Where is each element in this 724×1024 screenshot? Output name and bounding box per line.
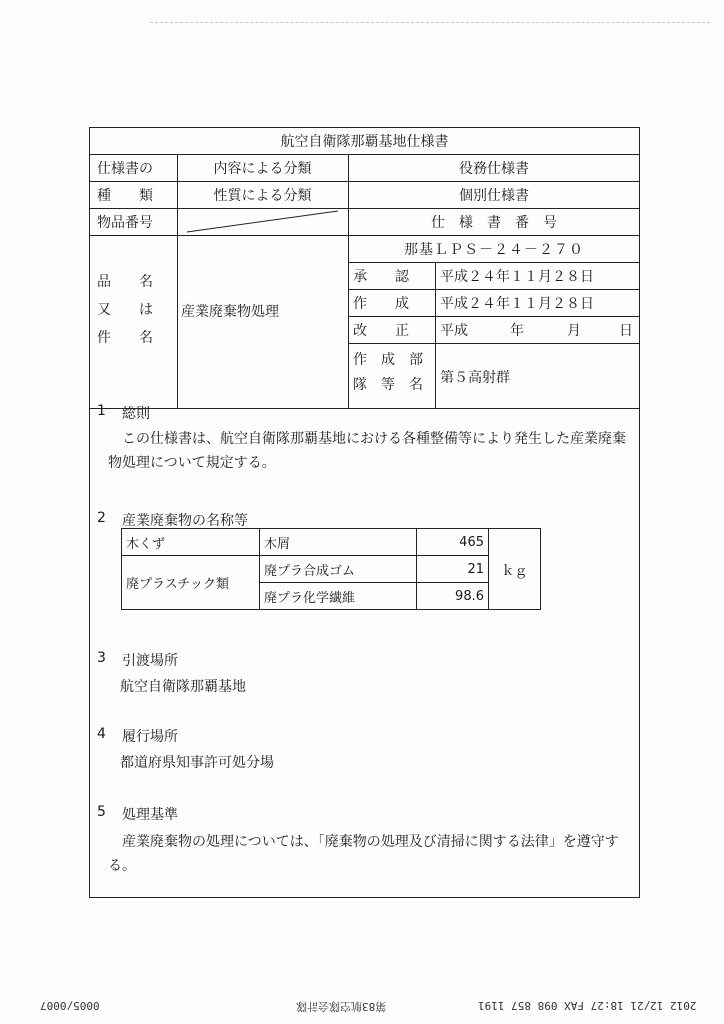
document-title: 航空自衛隊那覇基地仕様書: [280, 133, 449, 150]
nature-class-value: 個別仕様書: [459, 187, 529, 204]
content-class-value: 役務仕様書: [459, 160, 529, 177]
blank-diagonal: [177, 208, 348, 235]
spec-type-label-2: 種 類: [97, 187, 153, 204]
waste-unit: ｋｇ: [489, 529, 541, 610]
waste-item: 木屑: [260, 529, 417, 556]
created-date: 平成２４年１１月２８日: [440, 295, 594, 312]
fax-edge-line: [150, 22, 710, 23]
approved-label: 承 認: [353, 268, 409, 285]
unit-label-2: 隊 等 名: [353, 376, 423, 393]
fax-sender-text: 第83航空隊会計隊: [296, 1000, 387, 1013]
section-5-body: 産業廃棄物の処理については、「廃棄物の処理及び清掃に関する法律」を遵守する。: [108, 834, 619, 874]
section-2-title: 産業廃棄物の名称等: [122, 513, 248, 529]
waste-item: 廃プラ合成ゴム: [260, 556, 417, 583]
content-class-label: 内容による分類: [213, 160, 312, 177]
spec-type-label: 仕様書の: [97, 160, 153, 177]
waste-item: 廃プラ化学繊維: [260, 583, 417, 610]
spec-number: 那基ＬＰＳ－２４－２７０: [404, 241, 584, 258]
section-4-title: 履行場所: [122, 729, 178, 745]
item-number-label: 物品番号: [97, 214, 153, 231]
section-3-title: 引渡場所: [122, 653, 178, 669]
item-name-label-1: 品 名: [97, 273, 153, 290]
revised-day: 日: [619, 322, 633, 339]
fax-header-text: 2012 12/21 18:27 FAX 098 857 1191: [478, 999, 697, 1012]
waste-category: 廃プラスチック類: [122, 556, 260, 610]
created-label: 作 成: [353, 295, 409, 312]
section-2-number: 2: [97, 510, 106, 526]
revised-month: 月: [567, 322, 581, 339]
waste-category: 木くず: [122, 529, 260, 556]
section-3-number: 3: [97, 650, 106, 666]
spec-header-table: [89, 127, 640, 408]
item-name-label-3: 件 名: [97, 329, 153, 346]
waste-amount: 465: [417, 529, 489, 556]
waste-amount: 98.6: [417, 583, 489, 610]
table-row: [122, 529, 541, 556]
section-1-body: この仕様書は、航空自衛隊那覇基地における各種整備等により発生した産業廃棄物処理について規定する。: [108, 431, 626, 471]
fax-page-text: 0005/0007: [40, 999, 100, 1012]
table-row: [122, 556, 541, 583]
waste-amount: 21: [417, 556, 489, 583]
unit-name: 第５高射群: [440, 369, 510, 386]
section-1-number: 1: [97, 403, 106, 419]
revised-era: 平成: [440, 322, 468, 339]
section-5-number: 5: [97, 804, 106, 820]
item-name: 産業廃棄物処理: [181, 303, 279, 320]
waste-table: [121, 528, 541, 610]
section-3-body: 航空自衛隊那覇基地: [120, 679, 246, 695]
section-4-number: 4: [97, 726, 106, 742]
unit-label-1: 作 成 部: [353, 351, 423, 368]
section-1-title: 総則: [122, 406, 150, 422]
spec-number-label: 仕 様 書 番 号: [431, 214, 557, 231]
section-4-body: 都道府県知事許可処分場: [120, 755, 274, 771]
item-name-label-2: 又 は: [97, 301, 153, 318]
fax-footer: [0, 997, 724, 1017]
section-5-title: 処理基準: [122, 807, 178, 823]
nature-class-label: 性質による分類: [213, 187, 312, 204]
revised-label: 改 正: [353, 322, 409, 339]
approved-date: 平成２４年１１月２８日: [440, 268, 594, 285]
revised-year: 年: [510, 322, 524, 339]
